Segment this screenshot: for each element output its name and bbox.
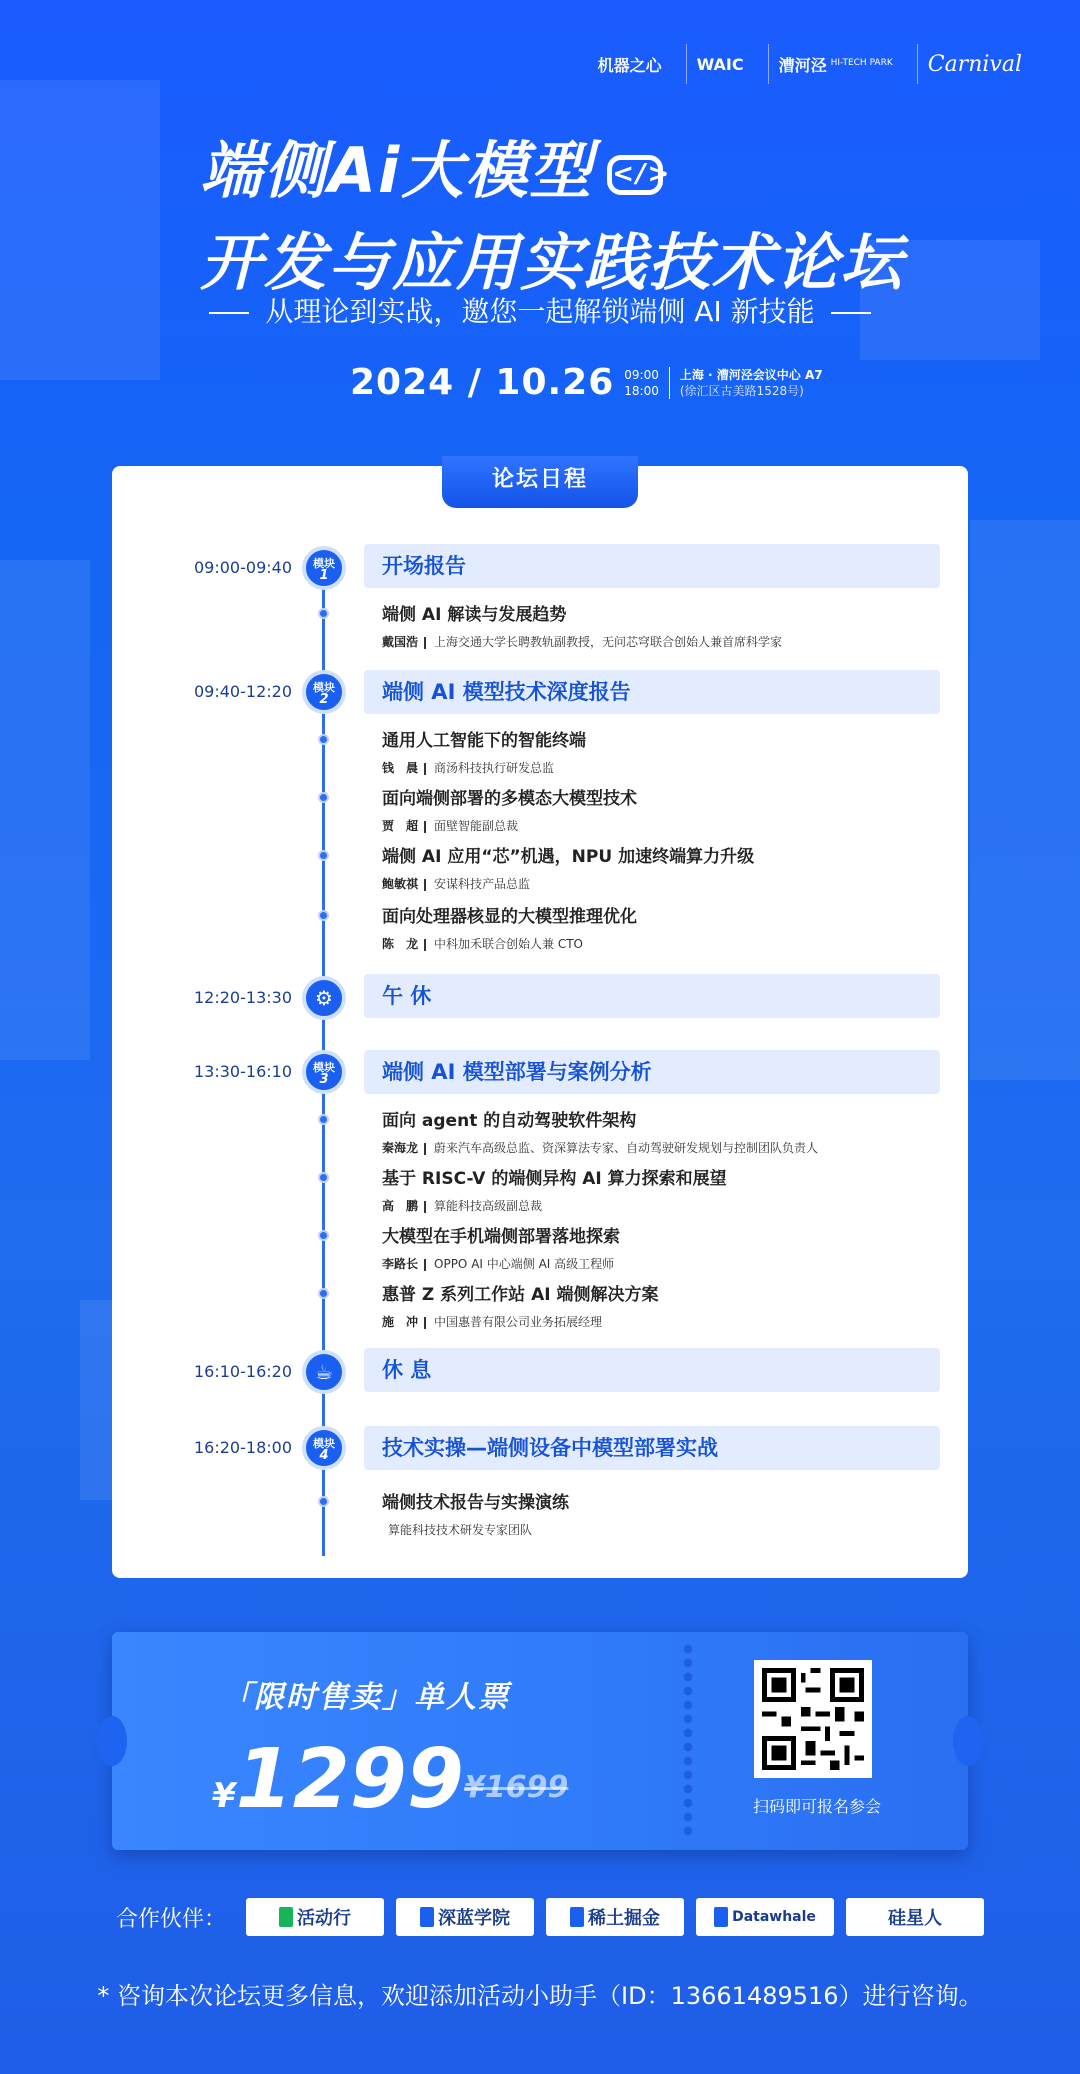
timeline-dot bbox=[318, 734, 329, 745]
talk-item: 端侧技术报告与实操演练 算能科技技术研发专家团队 bbox=[382, 1493, 569, 1537]
module-time: 16:10-16:20 bbox=[194, 1362, 292, 1381]
schedule-card bbox=[112, 466, 968, 1578]
qr-code[interactable] bbox=[754, 1660, 872, 1778]
timeline-dot bbox=[318, 1172, 329, 1183]
module-badge: 模块 1 bbox=[302, 546, 346, 590]
timeline-dot bbox=[318, 850, 329, 861]
module-title: 开场报告 bbox=[364, 544, 940, 588]
page-subtitle: 从理论到实战，邀您一起解锁端侧 AI 新技能 bbox=[0, 290, 1080, 330]
talk-item: 端侧 AI 解读与发展趋势 戴国浩 上海交通大学长聘教轨副教授，无问芯穹联合创始人兼首席科学家 bbox=[382, 605, 783, 649]
logo-caohejing: 漕河泾 HI-TECH PARK bbox=[768, 44, 903, 84]
qr-caption: 扫码即可报名参会 bbox=[752, 1797, 881, 1816]
module-time: 09:00-09:40 bbox=[194, 558, 292, 577]
talk-item: 端侧 AI 应用“芯”机遇，NPU 加速终端算力升级 鲍敏祺 安谋科技产品总监 bbox=[382, 847, 755, 891]
timeline-dot bbox=[318, 1230, 329, 1241]
talk-item: 面向端侧部署的多模态大模型技术 贾 超 面壁智能副总裁 bbox=[382, 789, 637, 833]
module-time: 13:30-16:10 bbox=[194, 1062, 292, 1081]
talk-item: 惠普 Z 系列工作站 AI 端侧解决方案 施 冲 中国惠普有限公司业务拓展经理 bbox=[382, 1285, 659, 1329]
module-title: 技术实操—端侧设备中模型部署实战 bbox=[364, 1426, 940, 1470]
timeline-dot bbox=[318, 1496, 329, 1507]
footer-note: * 咨询本次论坛更多信息，欢迎添加活动小助手（ID：13661489516）进行咨询。 bbox=[97, 1982, 983, 2010]
page-title: 端侧Ai大模型 </> 开发与应用实践技术论坛 bbox=[200, 134, 905, 299]
timeline-dot bbox=[318, 1288, 329, 1299]
module-title: 休 息 bbox=[364, 1348, 940, 1392]
talk-item: 基于 RISC-V 的端侧异构 AI 算力探索和展望 高 鹏 算能科技高级副总裁 bbox=[382, 1169, 727, 1213]
timeline-dot bbox=[318, 1114, 329, 1125]
module-time: 09:40-12:20 bbox=[194, 682, 292, 701]
partner-datawhale[interactable]: Datawhale bbox=[696, 1898, 834, 1936]
module-title: 端侧 AI 模型部署与案例分析 bbox=[364, 1050, 940, 1094]
talk-item: 通用人工智能下的智能终端 钱 晨 商汤科技执行研发总监 bbox=[382, 731, 586, 775]
module-badge: 模块 3 bbox=[302, 1050, 346, 1094]
event-date: 2024 / 10.26 bbox=[350, 362, 615, 403]
module-title: 端侧 AI 模型技术深度报告 bbox=[364, 670, 940, 714]
coffee-cup-icon: ☕ bbox=[302, 1350, 346, 1394]
partners-row bbox=[116, 1898, 984, 1936]
ticket-perforation bbox=[682, 1642, 694, 1840]
logo-waic: WAIC bbox=[686, 44, 754, 84]
partner-huodongxing[interactable]: 活动行 bbox=[246, 1898, 384, 1936]
timeline-dot bbox=[318, 792, 329, 803]
timeline-dot bbox=[318, 608, 329, 619]
partners-label: 合作伙伴： bbox=[116, 1906, 227, 1932]
module-time: 12:20-13:30 bbox=[194, 988, 292, 1007]
event-dateline bbox=[350, 362, 823, 403]
timeline-dot bbox=[318, 910, 329, 921]
partner-shenlan[interactable]: 深蓝学院 bbox=[396, 1898, 534, 1936]
ticket-card[interactable] bbox=[112, 1632, 968, 1850]
event-venue: 上海 · 漕河泾会议中心 A7 (徐汇区古美路1528号) bbox=[679, 367, 823, 398]
module-title: 午 休 bbox=[364, 974, 940, 1018]
ticket-old-price: ¥1699 bbox=[464, 1770, 569, 1805]
talk-item: 面向 agent 的自动驾驶软件架构 秦海龙 蔚来汽车高级总监、资深算法专家、自动驾驶研发规划与控制团队负责人 bbox=[382, 1111, 819, 1155]
logo-carnival: Carnival bbox=[917, 44, 1032, 84]
talk-item: 面向处理器核显的大模型推理优化 陈 龙 中科加禾联合创始人兼 CTO bbox=[382, 907, 637, 951]
partner-juejin[interactable]: 稀土掘金 bbox=[546, 1898, 684, 1936]
ticket-price: ¥1299 bbox=[212, 1732, 464, 1827]
module-badge: 模块 4 bbox=[302, 1426, 346, 1470]
header-logos bbox=[588, 44, 1032, 84]
partner-guixingren[interactable]: 硅星人 bbox=[846, 1898, 984, 1936]
code-chip-icon: </> bbox=[607, 155, 663, 195]
module-time: 16:20-18:00 bbox=[194, 1438, 292, 1457]
ticket-label: 「限时售卖」单人票 bbox=[222, 1680, 510, 1715]
gear-icon: ⚙ bbox=[302, 976, 346, 1020]
module-badge: 模块 2 bbox=[302, 670, 346, 714]
event-times: 09:00 18:00 bbox=[624, 367, 670, 399]
logo-jiqizhixin: 机器之心 bbox=[597, 55, 662, 75]
talk-item: 大模型在手机端侧部署落地探索 李路长 OPPO AI 中心端侧 AI 高级工程师 bbox=[382, 1227, 620, 1271]
schedule-tab: 论坛日程 bbox=[442, 456, 638, 508]
